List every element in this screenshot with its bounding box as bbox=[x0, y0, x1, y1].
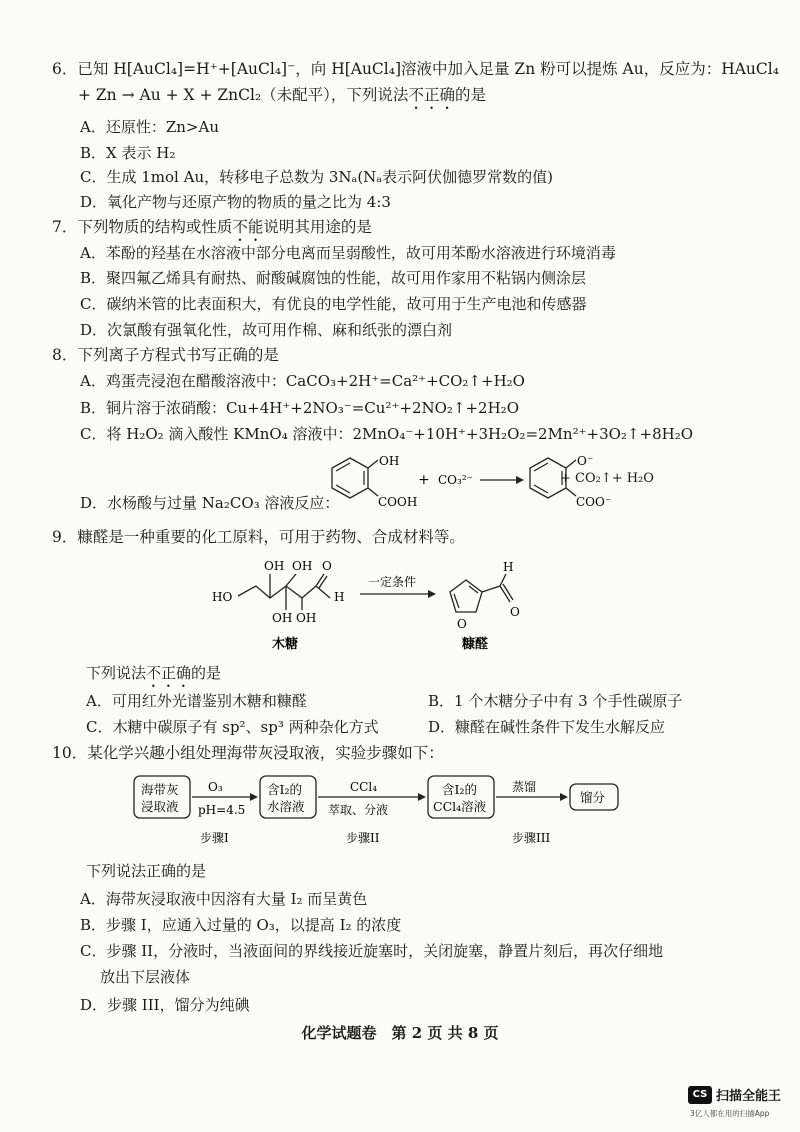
xylose-structure bbox=[212, 559, 344, 625]
q10-stem: 10．某化学兴趣小组处理海带灰浸取液，实验步骤如下： bbox=[52, 744, 444, 762]
xylose-label: 木糖 bbox=[272, 637, 299, 652]
q9-option-b: B．1 个木糖分子中有 3 个手性碳原子 bbox=[428, 692, 683, 710]
q6-option-d: D．氧化产物与还原产物的物质的量之比为 4:3 bbox=[80, 193, 391, 211]
coo-minus-label: COO⁻ bbox=[576, 495, 612, 509]
q10-option-a: A．海带灰浸取液中因溶有大量 I₂ 而呈黄色 bbox=[80, 890, 368, 908]
furfural-structure bbox=[450, 560, 520, 631]
flow-box-1-line-1: 海带灰 bbox=[141, 782, 179, 797]
q6-stem-line2: + Zn → Au + X + ZnCl₂（未配平），下列说法不正确的是 bbox=[78, 86, 486, 104]
flow-box-2-line-1: 含I₂的 bbox=[267, 782, 302, 797]
q7-option-b: B．聚四氟乙烯具有耐热、耐酸碱腐蚀的性能，故可用作家用不粘锅内侧涂层 bbox=[80, 269, 587, 287]
q10-option-b: B．步骤 I，应通入过量的 O₃，以提高 I₂ 的浓度 bbox=[80, 916, 402, 934]
q8-option-a: A．鸡蛋壳浸泡在醋酸溶液中：CaCO₃+2H⁺=Ca²⁺+CO₂↑+H₂O bbox=[80, 372, 525, 390]
brand-name: 扫描全能王 bbox=[716, 1089, 782, 1104]
flow-arrow-2-operation: 萃取、分液 bbox=[328, 803, 389, 817]
q8-option-b: B．铜片溶于浓硝酸：Cu+4H⁺+2NO₃⁻=Cu²⁺+2NO₂↑+2H₂O bbox=[80, 399, 519, 417]
salicylic-acid-structure bbox=[332, 454, 417, 509]
reaction-condition: 一定条件 bbox=[368, 575, 417, 589]
xylose-ho: HO bbox=[212, 590, 233, 604]
q6-option-b: B．X 表示 H₂ bbox=[80, 144, 176, 162]
q7-option-a: A．苯酚的羟基在水溶液中部分电离而呈弱酸性，故可用苯酚水溶液进行环境消毒 bbox=[80, 244, 616, 262]
q6-stem-line1: 6．已知 H[AuCl₄]=H⁺+[AuCl₄]⁻，向 H[AuCl₄]溶液中加入足量 Zn 粉可以提炼 Au，反应为：HAuCl₄ bbox=[52, 60, 779, 78]
camscanner-logo-icon: CS bbox=[688, 1086, 712, 1104]
flow-box-3-line-2: CCl₄溶液 bbox=[433, 799, 487, 814]
o-minus-label: O⁻ bbox=[577, 454, 594, 468]
q9-stem: 9．糠醛是一种重要的化工原料，可用于药物、合成材料等。 bbox=[52, 528, 465, 546]
q10-flowchart bbox=[130, 770, 650, 850]
carbonate-label: CO₃²⁻ bbox=[438, 473, 473, 487]
q9-option-d: D．糠醛在碱性条件下发生水解反应 bbox=[428, 718, 666, 736]
furan-ring-o: O bbox=[457, 617, 467, 631]
flow-arrow-1-condition: pH=4.5 bbox=[198, 803, 246, 817]
oh-label: OH bbox=[379, 454, 400, 468]
flow-arrow-1-reagent: O₃ bbox=[208, 780, 223, 794]
cooh-label: COOH bbox=[378, 495, 418, 509]
q7-stem: 7．下列物质的结构或性质不能说明其用途的是 bbox=[52, 218, 372, 236]
q6-option-c: C．生成 1mol Au，转移电子总数为 3Nₐ(Nₐ表示阿伏伽德罗常数的值) bbox=[80, 168, 553, 186]
xylose-oh-bottom-2: OH bbox=[296, 611, 317, 625]
q8-option-c: C．将 H₂O₂ 滴入酸性 KMnO₄ 溶液中：2MnO₄⁻+10H⁺+3H₂O₂=2Mn²⁺+3O₂↑+8H₂O bbox=[80, 425, 694, 443]
xylose-aldehyde-h: H bbox=[334, 590, 345, 604]
step-3-label: 步骤III bbox=[512, 831, 551, 845]
q7-option-c: C．碳纳米管的比表面积大，有优良的电学性能，故可用于生产电池和传感器 bbox=[80, 295, 587, 313]
q10-option-c-cont: 放出下层液体 bbox=[100, 968, 191, 986]
xylose-oh-bottom-1: OH bbox=[272, 611, 293, 625]
q6-option-a: A．还原性：Zn>Au bbox=[80, 118, 219, 136]
furfural-o: O bbox=[510, 605, 520, 619]
q9-option-c: C．木糖中碳原子有 sp²、sp³ 两种杂化方式 bbox=[86, 718, 379, 736]
xylose-oh-top-2: OH bbox=[292, 559, 313, 573]
xylose-oh-top-1: OH bbox=[264, 559, 285, 573]
q8-stem: 8．下列离子方程式书写正确的是 bbox=[52, 346, 279, 364]
step-2-label: 步骤II bbox=[346, 831, 380, 845]
q9-arrowhead bbox=[428, 590, 436, 598]
furfural-h: H bbox=[503, 560, 514, 574]
q9-reaction-diagram bbox=[210, 556, 530, 656]
q9-sub-stem: 下列说法不正确的是 bbox=[86, 664, 222, 682]
page-footer: 化学试题卷 第 2 页 共 8 页 bbox=[301, 1024, 499, 1042]
brand-tagline: 3亿人都在用的扫描App bbox=[690, 1109, 770, 1118]
plus-sign: + bbox=[418, 472, 430, 488]
q8-option-d: D．水杨酸与过量 Na₂CO₃ 溶液反应： bbox=[80, 494, 340, 512]
reaction-arrowhead bbox=[516, 476, 524, 484]
flow-arrow-3-operation: 蒸馏 bbox=[512, 780, 537, 794]
step-1-label: 步骤I bbox=[200, 831, 229, 845]
xylose-aldehyde-o: O bbox=[322, 559, 332, 573]
q10-option-d: D．步骤 III，馏分为纯碘 bbox=[80, 996, 250, 1014]
flow-box-3-line-1: 含I₂的 bbox=[442, 782, 477, 797]
q9-option-a: A．可用红外光谱鉴别木糖和糠醛 bbox=[86, 692, 307, 710]
flow-arrow-2-reagent: CCl₄ bbox=[350, 780, 378, 794]
q10-option-c: C．步骤 II，分液时，当液面间的界线接近旋塞时，关闭旋塞，静置片刻后，再次仔细地 bbox=[80, 942, 664, 960]
q8-d-products: + CO₂↑+ H₂O bbox=[560, 471, 654, 486]
q7-option-d: D．次氯酸有强氧化性，故可用作棉、麻和纸张的漂白剂 bbox=[80, 321, 453, 339]
furfural-label: 糠醛 bbox=[462, 637, 489, 652]
flow-box-4-label: 馏分 bbox=[580, 790, 606, 805]
flow-box-1-line-2: 浸取液 bbox=[141, 799, 179, 814]
flow-box-2-line-2: 水溶液 bbox=[267, 799, 305, 814]
q10-sub-stem: 下列说法正确的是 bbox=[86, 862, 207, 880]
